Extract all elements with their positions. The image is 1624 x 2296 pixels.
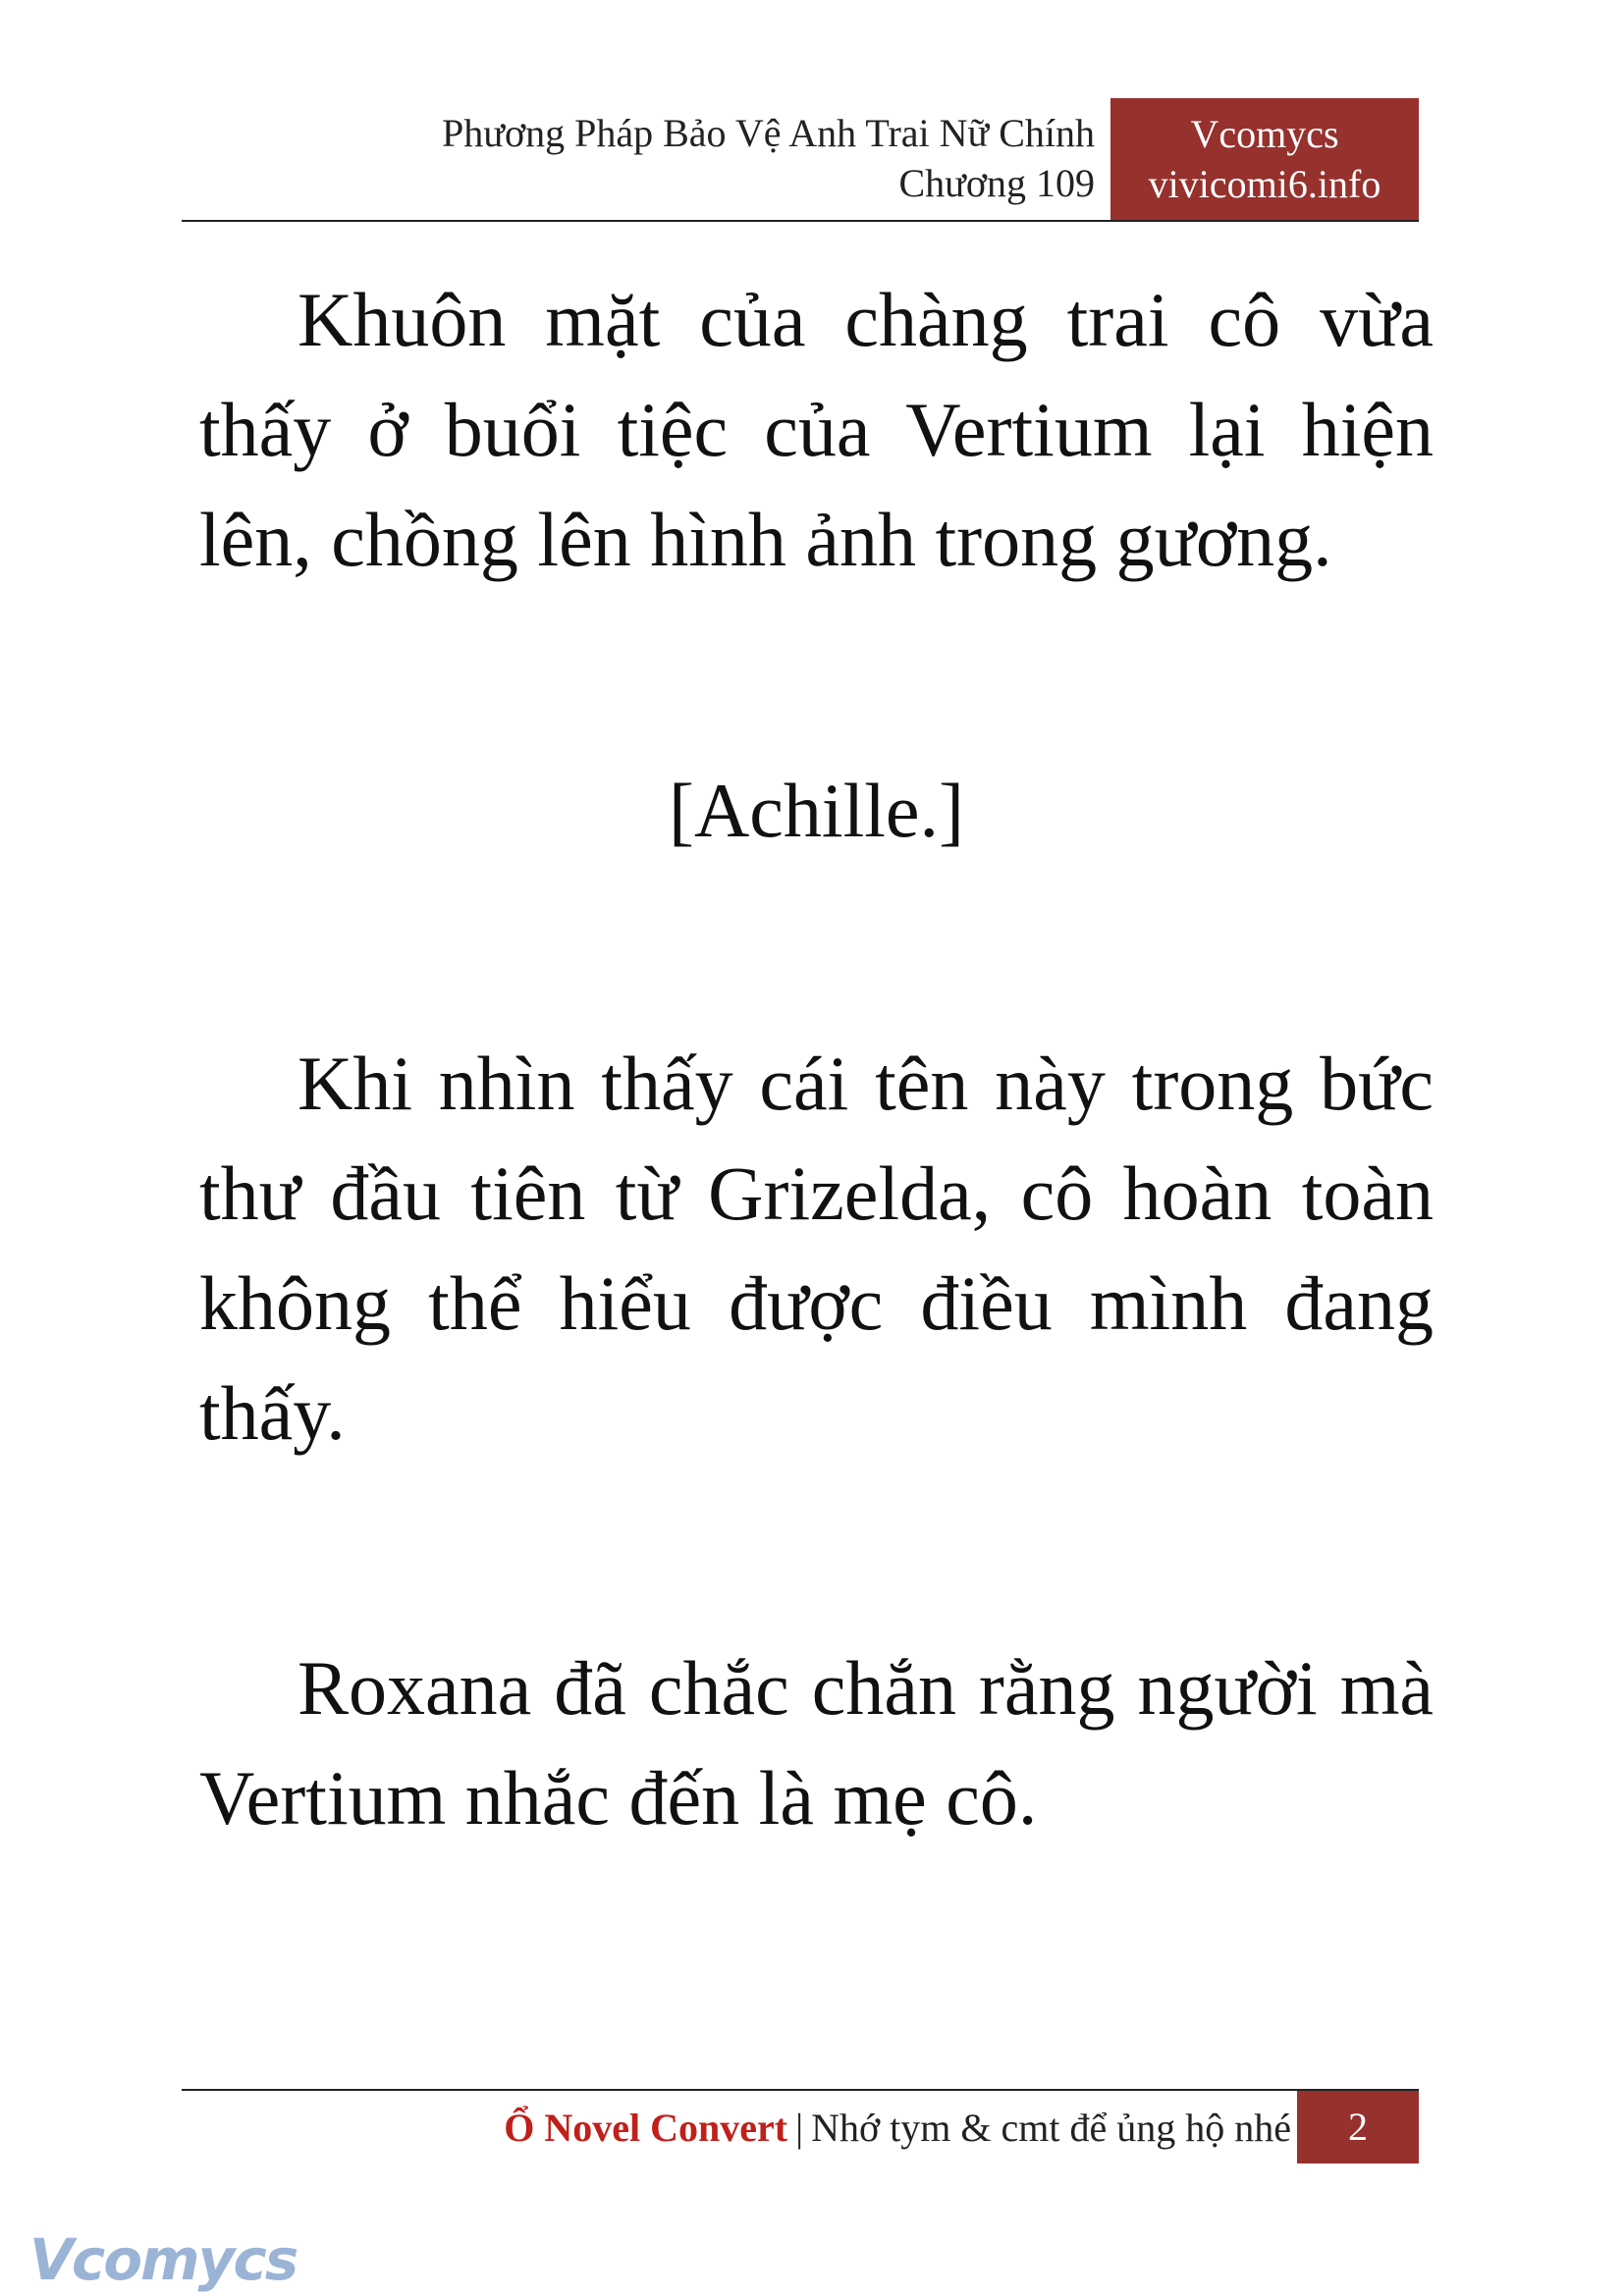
- paragraph-2: [Achille.]: [668, 768, 965, 853]
- footer-message: Nhớ tym & cmt để ủng hộ nhé: [811, 2106, 1291, 2150]
- header-book-info: [442, 108, 1095, 208]
- page-header: [182, 98, 1419, 222]
- paragraph-3: Khi nhìn thấy cái tên này trong bức thư đầu tiên từ Grizelda, cô hoàn toàn không thể hiểu được điều mình đang thấy.: [199, 1041, 1434, 1456]
- site-url: vivicomi6.info: [1148, 162, 1381, 206]
- chapter-label: Chương 109: [898, 161, 1095, 205]
- footer-separator: |: [795, 2106, 804, 2150]
- book-title: Phương Pháp Bảo Vệ Anh Trai Nữ Chính: [442, 111, 1095, 155]
- site-name: Vcomycs: [1190, 112, 1339, 156]
- site-badge: [1110, 98, 1419, 220]
- paragraph-4: Roxana đã chắc chắn rằng người mà Vertium nhắc đến là mẹ cô.: [199, 1645, 1434, 1841]
- watermark-logo: Vcomycs: [29, 2226, 298, 2293]
- footer-brand: Ổ Novel Convert: [504, 2106, 788, 2150]
- footer-note: [504, 2105, 1291, 2152]
- page-number: 2: [1297, 2091, 1419, 2163]
- page-footer: [182, 2089, 1419, 2165]
- paragraph-1: Khuôn mặt của chàng trai cô vừa thấy ở buổi tiệc của Vertium lại hiện lên, chồng lên hình ảnh trong gương.: [199, 277, 1434, 582]
